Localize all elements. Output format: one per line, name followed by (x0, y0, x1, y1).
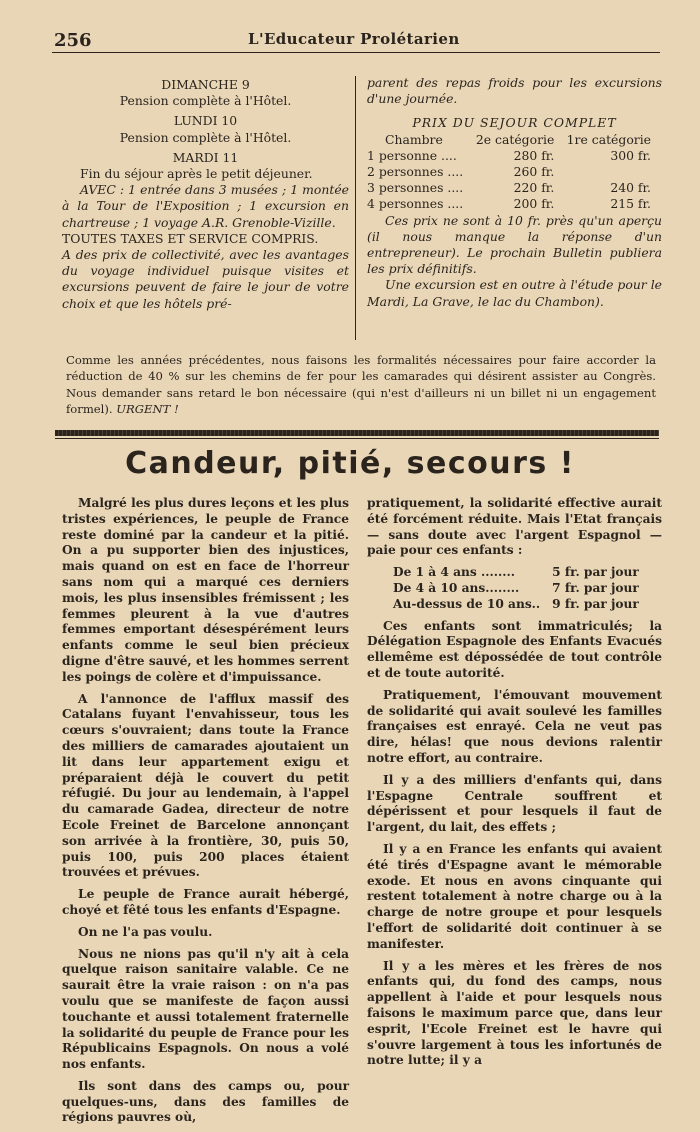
col-cat2: 2e catégorie (475, 131, 555, 147)
col-chambre: Chambre (385, 131, 443, 147)
age-value: 5 fr. par jour (552, 565, 639, 580)
col-cat1: 1re catégorie (566, 131, 651, 147)
article-paragraph: pratiquement, la solidarité effective aurait été forcément réduite. Mais l'Etat français — sans doute avec l'argent Espagnol — paie pour ces enfants : (367, 496, 662, 558)
article-paragraph: Il y a des milliers d'enfants qui, dans l'Espagne Centrale souffrent et dépérissent et pour lesquels il faut de l'argent, du lait, des effets ; (367, 772, 662, 835)
section-divider (55, 430, 659, 436)
article-paragraph: Nous ne nions pas qu'il n'y ait à cela quelque raison sanitaire valable. Ce ne saurait être la vraie raison : on n'a pas voulu que se manifeste de façon aussi touchante et aussi totalement fraternelle la solidarité du peuple de France pour les Républicains Espagnols. On nous a volé nos enfants. (62, 946, 349, 1072)
age-value: 9 fr. par jour (552, 596, 639, 611)
prices-note: Ces prix ne sont à 10 fr. près qu'un aperçu (il nous manque la réponse d'un entrepreneur). Le prochain Bulletin publiera les prix définitifs. (367, 212, 662, 277)
article-left-column (62, 496, 349, 1132)
rail-reduction-notice (66, 352, 656, 418)
day-text: Pension complète à l'Hôtel. (119, 93, 292, 109)
prices-continuation: parent des repas froids pour les excursions d'une journée. (367, 75, 662, 107)
urgent-label: URGENT ! (116, 402, 179, 417)
article-paragraph: Il y a les mères et les frères de nos enfants qui, du fond des camps, nous appellent à l'aide et pour lesquels nous faisons le maximum parce que, dans leur esprit, l'Ecole Freinet est le havre qui s'ouvre largement à tous les infortunés de notre lutte; il y a (367, 958, 662, 1068)
header-rule (52, 52, 660, 53)
collective-text: A des prix de collectivité, avec les avantages du voyage individuel puisque visites et excursions peuvent de faire le jour de votre choix et que les hôtels pré- (62, 247, 349, 311)
price-cat1: 240 fr. (610, 180, 651, 196)
article-paragraph: Ces enfants sont immatriculés; la Délégation Espagnole des Enfants Evacués ellemême est dépossédée de tout contrôle et de toute autorité. (367, 618, 662, 680)
price-label: 2 personnes .... (367, 164, 464, 180)
schedule-column (62, 77, 349, 312)
age-rates-table (393, 565, 639, 612)
article-title: Candeur, pitié, secours ! (125, 446, 575, 481)
article-right-column (367, 496, 662, 1075)
prices-header-row (367, 132, 657, 148)
article-paragraph: Il y a en France les enfants qui avaient été tirés d'Espagne avant le mémorable exode. Et nous en avons cinquante qui restent totalement à notre charge ou à la charge de notre groupe et pour lesquels l'effort de solidarité doit continuer à se manifester. (367, 841, 662, 951)
article-paragraph: Le peuple de France aurait hébergé, choyé et fêté tous les enfants d'Espagne. (62, 887, 349, 917)
publication-title: L'Educateur Prolétarien (248, 30, 460, 48)
article-paragraph: Malgré les plus dures leçons et les plus tristes expériences, le peuple de France reste dominé par la candeur et la pitié. On a pu supporter bien des injustices, mais quand on est en face de l'horreur sans nom qui a marqué ces derniers mois, les plus insensibles frémissent ; les femmes pleurent à la vue d'autres femmes emportant désespérément leurs enfants comme le seul bien précieux digne d'être sauvé, et les hommes serrent les poings de colère et d'impuissance. (62, 496, 349, 684)
age-rate-row (393, 565, 639, 581)
article-paragraph: On ne l'a pas voulu. (78, 924, 213, 939)
price-cat2: 220 fr. (513, 180, 555, 196)
article-paragraph: Ils sont dans des camps ou, pour quelques-uns, dans des familles de régions pauvres où, (62, 1078, 349, 1125)
price-row (367, 164, 657, 180)
notice-text: Comme les années précédentes, nous faisons les formalités nécessaires pour faire accorder la réduction de 40 % sur les chemins de fer pour les camarades qui désirent assister au Congrès. Nous demander sans retard le bon nécessaire (qui n'est d'ailleurs ni un billet ni un engagement formel). (66, 353, 656, 417)
page-number: 256 (54, 30, 92, 51)
column-divider (355, 76, 356, 340)
taxes-line: TOUTES TAXES ET SERVICE COMPRIS. (62, 230, 319, 246)
price-row (367, 180, 657, 196)
day-heading: MARDI 11 (172, 149, 239, 165)
price-cat2: 280 fr. (513, 147, 555, 163)
age-label: Au-dessus de 10 ans.. (393, 596, 541, 611)
prices-column (367, 75, 662, 310)
price-cat2: 260 fr. (513, 164, 555, 180)
price-row (367, 148, 657, 164)
prices-title: PRIX DU SEJOUR COMPLET (412, 115, 617, 131)
price-row (367, 196, 657, 212)
day-heading: DIMANCHE 9 (161, 77, 250, 92)
price-label: 1 personne .... (367, 147, 457, 163)
age-rate-row (393, 581, 639, 597)
article-paragraph: A l'annonce de l'afflux massif des Catalans fuyant l'envahisseur, tous les cœurs s'ouvraient; dans toute la France des milliers de camarades ajoutaient un lit dans leur appartement exigu et préparaient déjà le couvert du petit réfugié. Du jour au lendemain, à l'appel du camarade Gadea, directeur de notre Ecole Freinet de Barcelone annonçant son arrivée à la frontière, 30, puis 50, puis 100, puis 200 places étaient trouvées et prévues. (62, 691, 349, 880)
price-label: 4 personnes .... (367, 196, 464, 212)
price-cat2: 200 fr. (513, 196, 555, 212)
excursion-note: Une excursion est en outre à l'étude pour le Mardi, La Grave, le lac du Chambon). (367, 277, 662, 309)
price-label: 3 personnes .... (367, 180, 464, 196)
price-cat1: 300 fr. (610, 147, 651, 163)
age-label: De 4 à 10 ans........ (393, 580, 520, 595)
included-items: AVEC : 1 entrée dans 3 musées ; 1 montée à la Tour de l'Exposition ; 1 excursion en chartreuse ; 1 voyage A.R. Grenoble-Vizille. (62, 182, 349, 230)
age-value: 7 fr. par jour (552, 580, 639, 595)
prices-table (367, 132, 657, 213)
section-divider-thin (55, 438, 659, 439)
day-text: Pension complète à l'Hôtel. (119, 129, 292, 145)
day-text: Fin du séjour après le petit déjeuner. (80, 166, 313, 182)
day-heading: LUNDI 10 (173, 113, 238, 129)
price-cat1 (560, 164, 657, 180)
age-rate-row (393, 597, 639, 613)
article-paragraph: Pratiquement, l'émouvant mouvement de solidarité qui avait soulevé les familles françaises est enrayé. Cela ne veut pas dire, hélas! que nous devions ralentir notre effort, au contraire. (367, 687, 662, 765)
price-cat1: 215 fr. (610, 196, 651, 212)
age-label: De 1 à 4 ans ........ (393, 565, 515, 580)
